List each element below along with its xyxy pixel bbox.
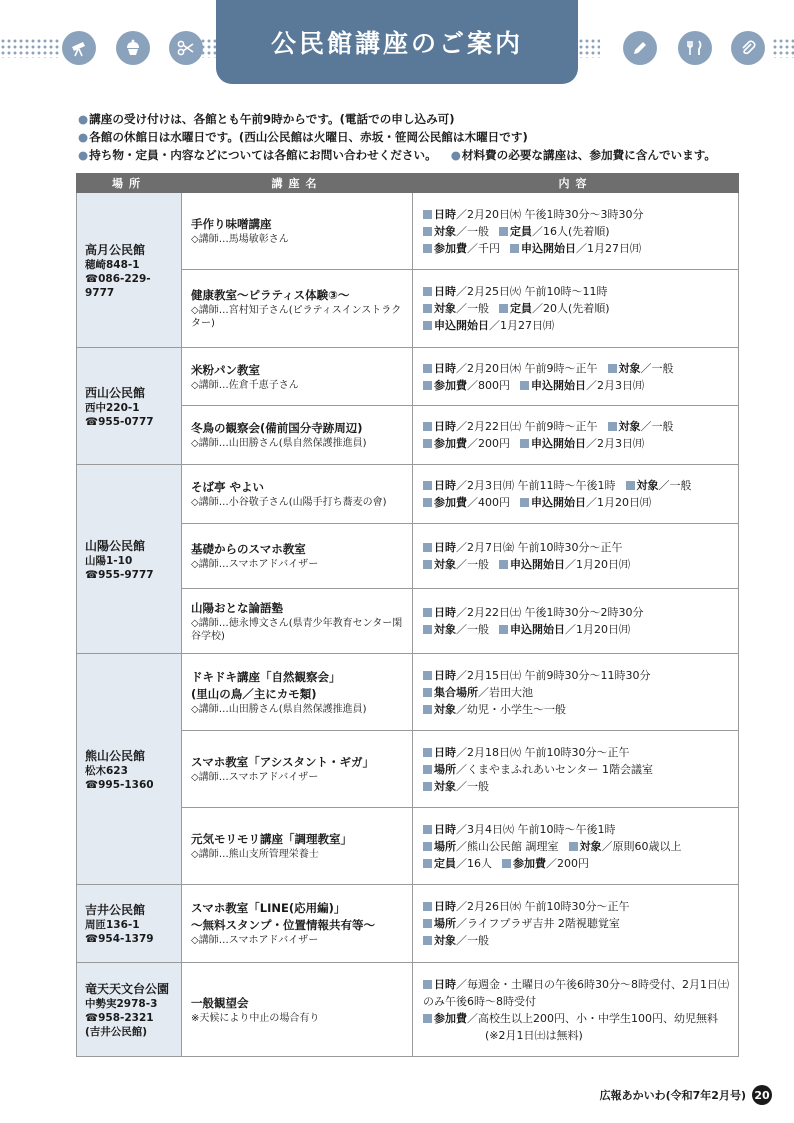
- detail-line: [423, 1010, 730, 1027]
- venue-cell: [77, 885, 182, 963]
- page-title: 公民館講座のご案内: [270, 29, 523, 58]
- pencil-icon: [623, 31, 657, 65]
- detail-line: [423, 932, 730, 949]
- course-cell: [182, 589, 413, 654]
- cupcake-icon: [116, 31, 150, 65]
- telescope-icon: [62, 31, 96, 65]
- detail-value: (※2月1日㈯は無料): [485, 1028, 583, 1042]
- detail-value: ／一般: [640, 420, 674, 433]
- square-bullet-icon: [423, 902, 432, 911]
- detail-line: [423, 701, 730, 718]
- square-bullet-icon: [626, 481, 635, 490]
- detail-cell: [413, 589, 739, 654]
- detail-value: ／くまやまふれあいセンター 1階会議室: [456, 762, 654, 776]
- detail-label: 日時: [434, 420, 456, 433]
- course-cell: [182, 406, 413, 465]
- square-bullet-icon: [423, 919, 432, 928]
- square-bullet-icon: [520, 498, 529, 507]
- square-bullet-icon: [423, 364, 432, 373]
- detail-label: 対象: [618, 420, 641, 433]
- detail-label: 日時: [434, 541, 456, 554]
- detail-cell: [413, 963, 739, 1057]
- square-bullet-icon: [608, 422, 617, 431]
- course-title: ～無料スタンプ・位置情報共有等～: [191, 918, 375, 932]
- venue-cell: [77, 193, 182, 348]
- detail-value: ／20人(先着順): [532, 302, 610, 315]
- course-title: スマホ教室「アシスタント・ギガ」: [191, 755, 374, 769]
- detail-value: ／原則60歳以上: [601, 839, 682, 853]
- course-instructor: ◇講師…徳永博文さん(県青少年教育センター閑谷学校): [191, 617, 403, 642]
- detail-label: 定員: [434, 856, 456, 870]
- title-banner: [216, 0, 578, 84]
- detail-label: 対象: [434, 558, 456, 571]
- detail-label: 対象: [434, 779, 456, 793]
- square-bullet-icon: [423, 859, 432, 868]
- table-row: [77, 193, 739, 270]
- course-instructor: ※天候により中止の場合有り: [191, 1012, 320, 1024]
- course-title: 一般観望会: [191, 995, 249, 1010]
- bullet-icon: ●: [78, 130, 89, 144]
- square-bullet-icon: [502, 859, 511, 868]
- detail-value: ／高校生以上200円、小・中学生100円、幼児無料: [467, 1011, 718, 1025]
- detail-label: 参加費: [434, 1011, 467, 1025]
- bullet-icon: ●: [450, 148, 461, 162]
- detail-label: 定員: [510, 224, 532, 238]
- square-bullet-icon: [423, 936, 432, 945]
- detail-value: ／400円: [467, 496, 510, 509]
- detail-label: 日時: [434, 977, 456, 991]
- square-bullet-icon: [423, 321, 432, 330]
- detail-line: [423, 621, 730, 638]
- detail-cell: [413, 731, 739, 808]
- course-instructor: ◇講師…小谷敬子さん(山陽手打ち蕎麦の會): [191, 497, 387, 508]
- square-bullet-icon: [423, 227, 432, 236]
- table-row: [77, 885, 739, 963]
- venue-address: 中勢実2978-3: [85, 998, 158, 1010]
- detail-value: ／16人(先着順): [532, 224, 610, 238]
- dot-pattern-left: [0, 38, 60, 58]
- course-instructor: ◇講師…佐倉千恵子さん: [191, 379, 299, 391]
- detail-label: 申込開始日: [531, 496, 586, 509]
- detail-value: ／2月3日㈪: [586, 437, 644, 450]
- detail-line: [423, 300, 730, 317]
- course-instructor: ◇講師…スマホアドバイザー: [191, 559, 319, 570]
- detail-label: 参加費: [513, 856, 546, 870]
- detail-value: ／2月20日㈭ 午後1時30分～3時30分: [456, 207, 644, 221]
- detail-line: [423, 898, 730, 915]
- detail-label: 日時: [434, 207, 456, 221]
- square-bullet-icon: [499, 625, 508, 634]
- course-instructor: ◇講師…馬場敏彰さん: [191, 234, 289, 245]
- detail-line: [423, 206, 730, 223]
- detail-label: 日時: [434, 900, 456, 913]
- detail-label: 申込開始日: [510, 558, 565, 571]
- detail-cell: [413, 270, 739, 348]
- course-title: (里山の鳥／主にカモ類): [191, 686, 317, 701]
- venue-address: 松木623: [85, 764, 128, 777]
- square-bullet-icon: [520, 381, 529, 390]
- table-row: [77, 654, 739, 731]
- detail-cell: [413, 348, 739, 406]
- detail-value: ／一般: [456, 623, 489, 636]
- detail-label: 参加費: [434, 437, 467, 450]
- square-bullet-icon: [520, 439, 529, 448]
- table-header-row: [77, 174, 739, 193]
- dot-pattern-mid-right: [578, 38, 600, 58]
- venue-name: 山陽公民館: [85, 538, 146, 553]
- venue-address: 周匝136-1: [85, 919, 140, 931]
- detail-value: ／1月20日㈪: [586, 496, 651, 509]
- detail-label: 対象: [434, 224, 456, 238]
- square-bullet-icon: [423, 543, 432, 552]
- detail-label: 対象: [434, 934, 456, 947]
- column-header-course: 講座名: [182, 174, 413, 193]
- column-header-details: 内容: [413, 174, 739, 193]
- square-bullet-icon: [423, 422, 432, 431]
- square-bullet-icon: [499, 227, 508, 236]
- venue-cell: [77, 465, 182, 654]
- detail-line: [423, 317, 730, 334]
- detail-label: 日時: [434, 479, 456, 492]
- detail-label: 日時: [434, 822, 456, 836]
- square-bullet-icon: [423, 980, 432, 989]
- detail-line: [423, 283, 730, 300]
- notice-item: ●持ち物・定員・内容などについては各館にお問い合わせください。 ●材料費の必要な講座は、参加費に含んでいます。: [78, 148, 716, 162]
- detail-line: [423, 377, 730, 394]
- square-bullet-icon: [423, 304, 432, 313]
- detail-value: ／2月20日㈭ 午前9時～正午: [456, 361, 598, 375]
- detail-label: 申込開始日: [531, 378, 586, 392]
- venue-name: 竜天天文台公園: [85, 982, 170, 996]
- detail-line: [423, 360, 730, 377]
- venue-cell: [77, 963, 182, 1057]
- course-title: 山陽おとな論語塾: [191, 600, 283, 615]
- course-title: 冬鳥の観察会(備前国分寺跡周辺): [191, 421, 363, 435]
- detail-label: 日時: [434, 745, 456, 759]
- course-cell: [182, 270, 413, 348]
- publication-name: 広報あかいわ(令和7年2月号): [599, 1089, 746, 1102]
- square-bullet-icon: [423, 439, 432, 448]
- detail-line: [423, 915, 730, 932]
- detail-line: [423, 684, 730, 701]
- detail-value: ／一般: [456, 302, 489, 315]
- notice-item: ●講座の受け付けは、各館とも午前9時からです。(電話での申し込み可): [78, 112, 455, 126]
- page-footer: [560, 1084, 772, 1106]
- detail-value: ／一般: [456, 934, 489, 947]
- course-cell: [182, 731, 413, 808]
- detail-value: ／1月20日㈪: [565, 558, 630, 571]
- square-bullet-icon: [423, 481, 432, 490]
- detail-label: 対象: [434, 623, 456, 636]
- detail-cell: [413, 193, 739, 270]
- scissors-icon: [169, 31, 203, 65]
- course-table: [76, 173, 739, 1057]
- course-title: ドキドキ講座「自然観察会」: [191, 669, 341, 684]
- detail-label: 定員: [510, 302, 532, 315]
- detail-line: [423, 761, 730, 778]
- course-cell: [182, 348, 413, 406]
- venue-contact: ☎955-9777: [85, 568, 154, 581]
- column-header-venue: 場所: [77, 174, 182, 193]
- course-cell: [182, 524, 413, 589]
- detail-line: [423, 477, 730, 494]
- detail-value: ／3月4日㈫ 午前10時～午後1時: [456, 822, 616, 836]
- square-bullet-icon: [423, 498, 432, 507]
- square-bullet-icon: [569, 842, 578, 851]
- detail-label: 日時: [434, 285, 456, 298]
- square-bullet-icon: [423, 748, 432, 757]
- detail-value: ／熊山公民館 調理室: [456, 839, 559, 853]
- detail-value: ／幼児・小学生～一般: [456, 702, 566, 716]
- notice-list: [78, 110, 778, 164]
- detail-value: ／2月22日㈯ 午後1時30分～2時30分: [456, 606, 644, 619]
- detail-line: [423, 435, 730, 452]
- detail-label: 日時: [434, 361, 456, 375]
- square-bullet-icon: [423, 705, 432, 714]
- detail-value: ／200円: [546, 856, 589, 870]
- venue-contact: ☎955-0777: [85, 415, 154, 428]
- venue-address: 穂崎848-1: [85, 258, 140, 271]
- square-bullet-icon: [608, 364, 617, 373]
- page-header: [0, 0, 794, 90]
- detail-value: ／一般: [658, 479, 692, 492]
- course-title: 米粉パン教室: [191, 362, 260, 377]
- detail-line: [423, 1027, 730, 1044]
- detail-line: [423, 604, 730, 621]
- detail-value: ／2月3日㈪: [586, 378, 644, 392]
- bullet-icon: ●: [78, 112, 89, 126]
- detail-label: 申込開始日: [521, 241, 576, 255]
- square-bullet-icon: [423, 244, 432, 253]
- detail-label: 対象: [434, 702, 456, 716]
- detail-label: 対象: [579, 839, 602, 853]
- course-instructor: ◇講師…山田勝さん(県自然保護推進員): [191, 438, 367, 449]
- square-bullet-icon: [423, 608, 432, 617]
- course-cell: [182, 963, 413, 1057]
- venue-contact: (吉井公民館): [85, 1026, 148, 1038]
- square-bullet-icon: [423, 560, 432, 569]
- detail-value: ／一般: [456, 558, 489, 571]
- detail-cell: [413, 524, 739, 589]
- dot-pattern-right: [772, 38, 794, 58]
- detail-value: ／千円: [467, 241, 500, 255]
- detail-line: [423, 223, 730, 240]
- venue-contact: ☎958-2321: [85, 1012, 154, 1024]
- detail-label: 参加費: [434, 496, 467, 509]
- detail-line: [423, 821, 730, 838]
- course-title: 元気モリモリ講座「調理教室」: [191, 832, 352, 846]
- detail-line: [423, 494, 730, 511]
- square-bullet-icon: [499, 560, 508, 569]
- course-title: そば亭 やよい: [191, 480, 265, 494]
- square-bullet-icon: [423, 688, 432, 697]
- venue-address: 西中220-1: [85, 401, 140, 414]
- detail-label: 場所: [434, 917, 456, 930]
- detail-value: ／2月18日㈫ 午前10時30分～正午: [456, 745, 630, 759]
- detail-cell: [413, 885, 739, 963]
- detail-label: 場所: [434, 839, 456, 853]
- detail-label: 日時: [434, 668, 456, 682]
- course-cell: [182, 465, 413, 524]
- detail-value: ／2月26日㈬ 午前10時30分～正午: [456, 900, 630, 913]
- detail-line: [423, 240, 730, 257]
- detail-value: ／2月3日㈪ 午前11時～午後1時: [456, 479, 616, 492]
- course-instructor: ◇講師…宮村知子さん(ピラティスインストラクター): [191, 305, 402, 329]
- fork-knife-icon: [678, 31, 712, 65]
- square-bullet-icon: [510, 244, 519, 253]
- square-bullet-icon: [423, 1014, 432, 1023]
- detail-value: ／16人: [456, 856, 492, 870]
- table-body: [77, 193, 739, 1057]
- detail-value: ／1月27日㈪: [489, 319, 554, 332]
- detail-label: 日時: [434, 606, 456, 619]
- detail-value: ／200円: [467, 437, 510, 450]
- detail-line: [423, 855, 730, 872]
- detail-value: ／2月7日㈮ 午前10時30分～正午: [456, 541, 623, 554]
- course-cell: [182, 808, 413, 885]
- detail-value: ／1月20日㈪: [565, 623, 630, 636]
- detail-value: ／2月22日㈯ 午前9時～正午: [456, 420, 598, 433]
- detail-line: [423, 556, 730, 573]
- detail-value: ／一般: [456, 779, 489, 793]
- detail-value: ／800円: [467, 378, 510, 392]
- detail-line: [423, 744, 730, 761]
- square-bullet-icon: [423, 671, 432, 680]
- course-instructor: ◇講師…山田勝さん(県自然保護推進員): [191, 703, 367, 715]
- detail-label: 参加費: [434, 378, 467, 392]
- venue-name: 西山公民館: [85, 385, 146, 400]
- course-instructor: ◇講師…スマホアドバイザー: [191, 772, 319, 783]
- paperclip-icon: [731, 31, 765, 65]
- detail-line: [423, 667, 730, 684]
- detail-value: ／ライフプラザ吉井 2階視聴覚室: [456, 917, 620, 930]
- detail-label: 対象: [636, 479, 659, 492]
- detail-value: ／毎週金・土曜日の午後6時30分～8時受付、2月1日㈯のみ午後6時～8時受付: [423, 977, 729, 1008]
- detail-cell: [413, 465, 739, 524]
- detail-value: ／2月25日㈫ 午前10時～11時: [456, 285, 608, 298]
- table-row: [77, 465, 739, 524]
- detail-cell: [413, 808, 739, 885]
- venue-name: 吉井公民館: [85, 903, 146, 917]
- detail-cell: [413, 406, 739, 465]
- detail-value: ／1月27日㈪: [576, 241, 641, 255]
- course-title: 健康教室～ピラティス体験③～: [191, 288, 350, 302]
- detail-value: ／一般: [456, 224, 489, 238]
- detail-label: 参加費: [434, 241, 467, 255]
- venue-contact: ☎954-1379: [85, 933, 154, 945]
- detail-value: ／2月15日㈯ 午前9時30分～11時30分: [456, 668, 651, 682]
- table-row: [77, 963, 739, 1057]
- course-instructor: ◇講師…スマホアドバイザー: [191, 935, 319, 946]
- detail-value: ／岩田大池: [478, 685, 533, 699]
- venue-cell: [77, 654, 182, 885]
- bullet-icon: ●: [78, 148, 89, 162]
- detail-label: 申込開始日: [531, 437, 586, 450]
- detail-label: 場所: [434, 762, 456, 776]
- page-number: 20: [752, 1085, 772, 1105]
- detail-label: 集合場所: [434, 685, 478, 699]
- square-bullet-icon: [423, 825, 432, 834]
- detail-line: [423, 418, 730, 435]
- square-bullet-icon: [423, 782, 432, 791]
- detail-cell: [413, 654, 739, 731]
- detail-label: 申込開始日: [510, 623, 565, 636]
- course-title: スマホ教室「LINE(応用編)」: [191, 901, 346, 915]
- detail-line: [423, 976, 730, 1010]
- detail-line: [423, 778, 730, 795]
- square-bullet-icon: [499, 304, 508, 313]
- venue-contact: ☎086-229-9777: [85, 272, 151, 299]
- course-cell: [182, 885, 413, 963]
- table-row: [77, 348, 739, 406]
- square-bullet-icon: [423, 765, 432, 774]
- notice-item: ●各館の休館日は水曜日です。(西山公民館は火曜日、赤坂・笹岡公民館は木曜日です): [78, 130, 528, 144]
- square-bullet-icon: [423, 842, 432, 851]
- venue-name: 熊山公民館: [85, 748, 146, 763]
- detail-label: 対象: [618, 361, 641, 375]
- square-bullet-icon: [423, 287, 432, 296]
- course-title: 基礎からのスマホ教室: [191, 542, 306, 556]
- square-bullet-icon: [423, 381, 432, 390]
- venue-name: 高月公民館: [85, 242, 146, 257]
- venue-cell: [77, 348, 182, 465]
- venue-address: 山陽1-10: [85, 554, 133, 567]
- square-bullet-icon: [423, 625, 432, 634]
- course-cell: [182, 654, 413, 731]
- detail-label: 対象: [434, 302, 456, 315]
- venue-contact: ☎995-1360: [85, 778, 154, 791]
- detail-line: [423, 838, 730, 855]
- detail-value: ／一般: [640, 361, 674, 375]
- course-cell: [182, 193, 413, 270]
- square-bullet-icon: [423, 210, 432, 219]
- detail-line: [423, 539, 730, 556]
- course-title: 手作り味噌講座: [191, 217, 272, 231]
- detail-label: 申込開始日: [434, 319, 489, 332]
- course-instructor: ◇講師…熊山支所管理栄養士: [191, 849, 319, 860]
